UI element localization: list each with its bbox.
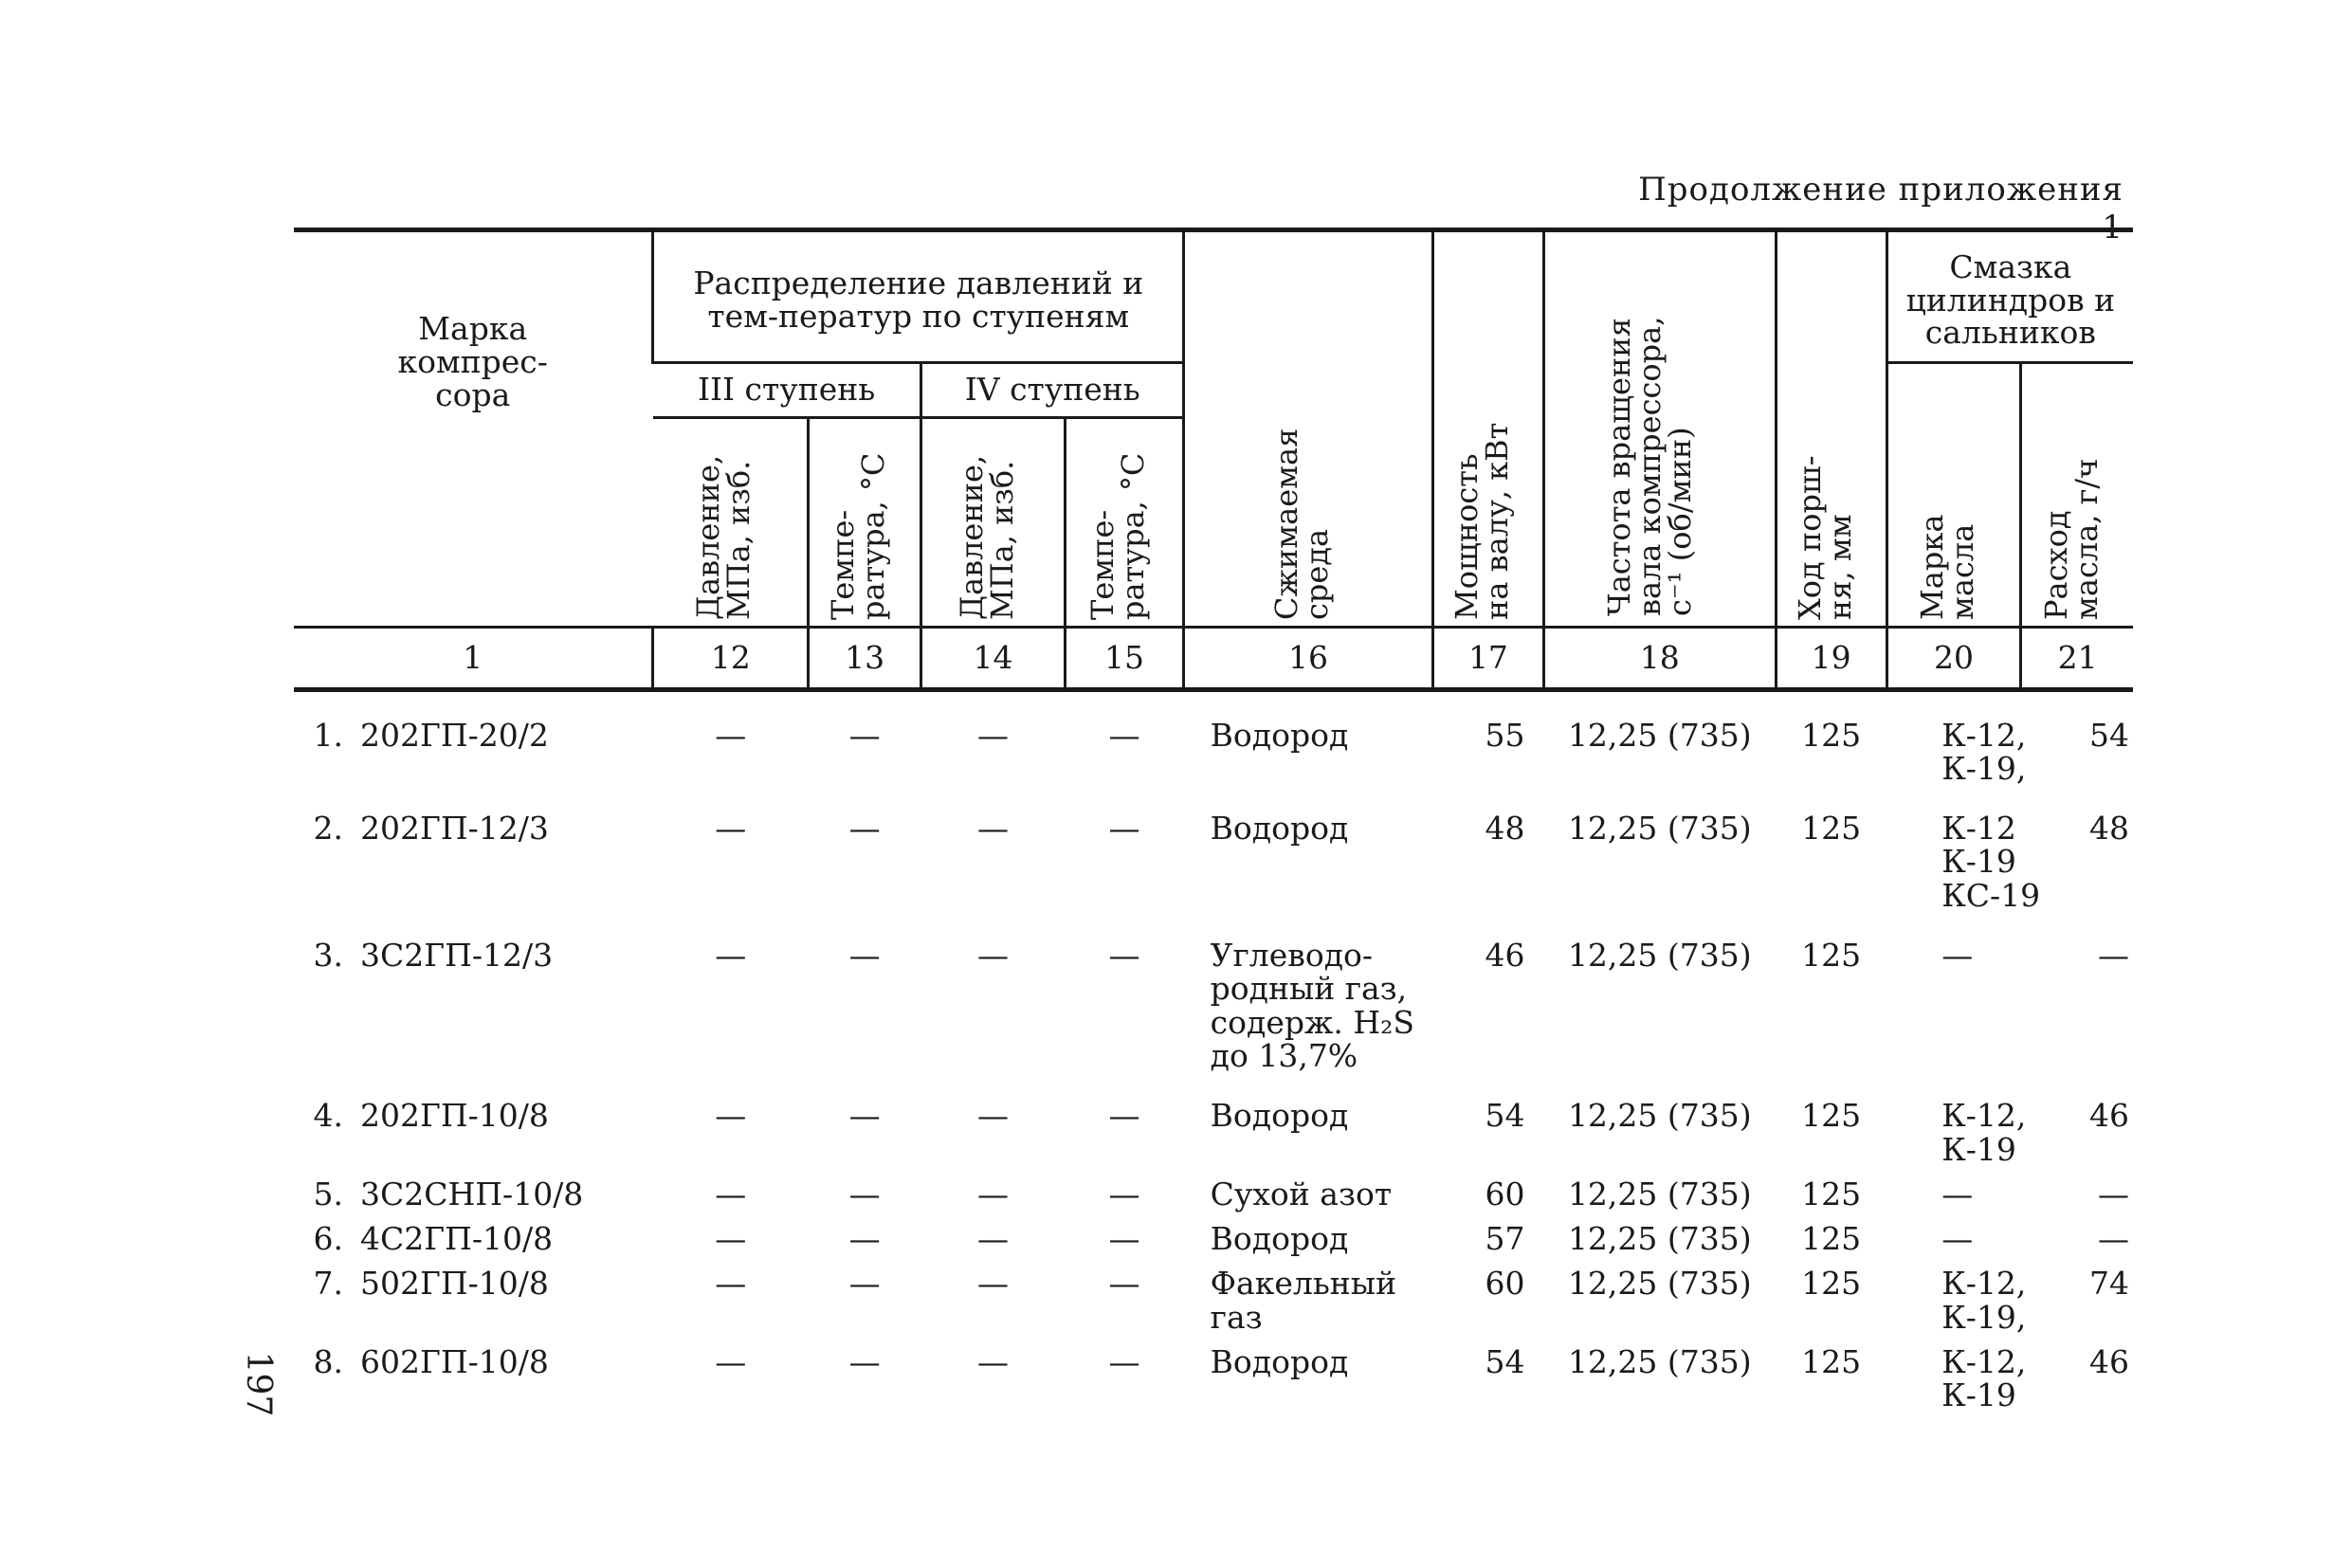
cell-pressure-4: — — [977, 716, 1010, 754]
cell-speed: 12,25 (735) — [1567, 1265, 1752, 1303]
page-number: 197 — [239, 1351, 278, 1417]
table-row — [294, 1166, 2133, 1211]
cell-speed: 12,25 (735) — [1567, 1175, 1752, 1212]
cell-oil-rate: 54 — [2089, 716, 2129, 754]
header-stage-3: III ступень — [653, 362, 921, 417]
cell-temp-3: — — [848, 1220, 881, 1258]
cell-stroke: 125 — [1801, 1175, 1862, 1212]
cell-medium: Водород — [1210, 810, 1349, 848]
table-row — [294, 689, 2133, 785]
cell-pressure-4: — — [977, 1343, 1010, 1381]
cell-stroke: 125 — [1801, 1265, 1862, 1303]
header-speed: Частота вращения вала компрессора, с⁻¹ (об/мин) — [1544, 230, 1777, 628]
cell-brand — [294, 1211, 653, 1258]
column-number: 21 — [2021, 627, 2133, 689]
header-lubrication: Смазка цилиндров и сальников — [1886, 230, 2133, 363]
cell-oil-brand: К-12, К-19, — [1941, 716, 2027, 787]
cell-temp-3: — — [848, 1097, 881, 1135]
cell-medium: Углеводо- родный газ, содерж. H₂S до 13,7% — [1210, 937, 1414, 1074]
cell-temp-4: — — [1108, 1220, 1140, 1258]
cell-speed: 12,25 (735) — [1567, 716, 1752, 754]
column-number: 16 — [1184, 627, 1433, 689]
cell-pressure-3: — — [715, 1175, 747, 1212]
header-temp-3: Темпе-ратура, °С — [809, 417, 921, 627]
cell-brand — [294, 1166, 653, 1211]
cell-oil-rate: 46 — [2089, 1343, 2129, 1381]
compressor-table — [294, 228, 2133, 1413]
cell-temp-4: — — [1108, 937, 1140, 975]
compressor-brand: 602ГП-10/8 — [360, 1343, 549, 1381]
cell-stroke: 125 — [1801, 1220, 1862, 1258]
table-row — [294, 912, 2133, 1072]
cell-oil-brand: — — [1941, 937, 1974, 975]
cell-pressure-3: — — [715, 1265, 747, 1303]
compressor-brand: 3С2ГП-12/3 — [360, 937, 554, 975]
row-index: 2. — [313, 810, 343, 848]
column-number: 12 — [653, 627, 809, 689]
header-pressure-4: Давление, МПа, изб. — [921, 417, 1066, 627]
cell-speed: 12,25 (735) — [1567, 1220, 1752, 1258]
compressor-brand: 502ГП-10/8 — [360, 1265, 549, 1303]
row-index: 5. — [313, 1175, 343, 1212]
cell-brand — [294, 1334, 653, 1413]
header-distribution: Распределение давлений и тем-ператур по ступеням — [653, 230, 1184, 363]
cell-temp-3: — — [848, 1175, 881, 1212]
cell-oil-rate: — — [2098, 1220, 2129, 1258]
cell-pressure-4: — — [977, 937, 1010, 975]
row-index: 3. — [313, 937, 343, 975]
table-row — [294, 1255, 2133, 1334]
cell-stroke: 125 — [1801, 1097, 1862, 1135]
header-oil-rate: Расход масла, г/ч — [2021, 362, 2133, 627]
column-number: 18 — [1544, 627, 1777, 689]
header-oil-brand: Марка масла — [1886, 362, 2020, 627]
cell-pressure-3: — — [715, 1220, 747, 1258]
column-number: 20 — [1886, 627, 2020, 689]
cell-pressure-3: — — [715, 1343, 747, 1381]
cell-oil-rate: 74 — [2089, 1265, 2129, 1303]
row-index: 8. — [313, 1343, 343, 1381]
cell-stroke: 125 — [1801, 937, 1862, 975]
cell-power: 48 — [1485, 810, 1525, 848]
cell-temp-4: — — [1108, 1097, 1140, 1135]
compressor-brand: 202ГП-12/3 — [360, 810, 549, 848]
cell-temp-3: — — [848, 810, 881, 848]
cell-oil-rate: — — [2098, 1175, 2129, 1212]
cell-stroke: 125 — [1801, 1343, 1862, 1381]
column-number: 14 — [921, 627, 1066, 689]
row-index: 1. — [313, 716, 343, 754]
cell-power: 60 — [1485, 1265, 1525, 1303]
table-row — [294, 785, 2133, 912]
compressor-brand: 202ГП-20/2 — [360, 716, 549, 754]
cell-power: 46 — [1485, 937, 1525, 975]
cell-medium: Водород — [1210, 1343, 1349, 1381]
column-number: 19 — [1776, 627, 1886, 689]
column-number: 1 — [294, 627, 653, 689]
cell-pressure-3: — — [715, 937, 747, 975]
cell-medium: Водород — [1210, 1097, 1349, 1135]
cell-brand — [294, 689, 653, 785]
cell-stroke: 125 — [1801, 810, 1862, 848]
cell-oil-brand: К-12 К-19 КС-19 — [1941, 810, 2041, 914]
cell-medium: Водород — [1210, 1220, 1349, 1258]
cell-temp-4: — — [1108, 716, 1140, 754]
header-pressure-3: Давление, МПа, изб. — [689, 454, 756, 620]
column-numbers-row — [294, 627, 2133, 689]
cell-oil-brand: — — [1941, 1175, 1974, 1212]
header-brand: Марка компрес-сора — [294, 230, 653, 628]
row-index: 4. — [313, 1097, 343, 1135]
table-row — [294, 1211, 2133, 1255]
cell-pressure-4: — — [977, 1097, 1010, 1135]
cell-power: 55 — [1485, 716, 1525, 754]
cell-temp-3: — — [848, 1265, 881, 1303]
cell-temp-4: — — [1108, 1343, 1140, 1381]
cell-brand — [294, 785, 653, 912]
header-power: Мощность на валу, кВт — [1432, 230, 1543, 628]
cell-pressure-4: — — [977, 1175, 1010, 1212]
cell-power: 54 — [1485, 1343, 1525, 1381]
cell-brand — [294, 1255, 653, 1334]
cell-temp-4: — — [1108, 810, 1140, 848]
cell-medium: Сухой азот — [1210, 1175, 1393, 1212]
cell-oil-brand: К-12, К-19, — [1941, 1265, 2027, 1336]
row-index: 7. — [313, 1265, 343, 1303]
cell-power: 60 — [1485, 1175, 1525, 1212]
cell-pressure-4: — — [977, 810, 1010, 848]
cell-oil-brand: К-12, К-19 — [1941, 1097, 2027, 1168]
table-caption: Продолжение приложения 1 — [1638, 171, 2123, 246]
cell-speed: 12,25 (735) — [1567, 1097, 1752, 1135]
cell-pressure-3: — — [715, 810, 747, 848]
header-stage-4: IV ступень — [921, 362, 1184, 417]
cell-medium: Водород — [1210, 716, 1349, 754]
cell-medium: Факельный газ — [1210, 1265, 1397, 1336]
compressor-brand: 3С2СНП-10/8 — [360, 1175, 584, 1212]
cell-temp-3: — — [848, 937, 881, 975]
column-number: 17 — [1432, 627, 1543, 689]
cell-stroke: 125 — [1801, 716, 1862, 754]
cell-brand — [294, 1072, 653, 1166]
cell-pressure-4: — — [977, 1265, 1010, 1303]
cell-speed: 12,25 (735) — [1567, 1343, 1752, 1381]
cell-temp-3: — — [848, 716, 881, 754]
header-temp-4: Темпе-ратура, °С — [1065, 417, 1183, 627]
cell-power: 54 — [1485, 1097, 1525, 1135]
cell-oil-rate: — — [2098, 937, 2129, 975]
row-index: 6. — [313, 1220, 343, 1258]
table-body — [294, 689, 2133, 1413]
table-row — [294, 1072, 2133, 1166]
cell-oil-brand: К-12, К-19 — [1941, 1343, 2027, 1414]
cell-pressure-4: — — [977, 1220, 1010, 1258]
column-number: 15 — [1065, 627, 1183, 689]
cell-speed: 12,25 (735) — [1567, 937, 1752, 975]
cell-speed: 12,25 (735) — [1567, 810, 1752, 848]
cell-pressure-3: — — [715, 1097, 747, 1135]
cell-temp-4: — — [1108, 1175, 1140, 1212]
compressor-brand: 4С2ГП-10/8 — [360, 1220, 554, 1258]
cell-temp-4: — — [1108, 1265, 1140, 1303]
cell-oil-rate: 48 — [2089, 810, 2129, 848]
cell-oil-brand: — — [1941, 1220, 1974, 1258]
header-stroke: Ход порш-ня, мм — [1776, 230, 1886, 628]
cell-pressure-3: — — [715, 716, 747, 754]
cell-temp-3: — — [848, 1343, 881, 1381]
table-row — [294, 1334, 2133, 1413]
compressor-brand: 202ГП-10/8 — [360, 1097, 549, 1135]
cell-brand — [294, 912, 653, 1072]
column-number: 13 — [809, 627, 921, 689]
cell-oil-rate: 46 — [2089, 1097, 2129, 1135]
cell-power: 57 — [1485, 1220, 1525, 1258]
header-medium: Сжимаемая среда — [1184, 230, 1433, 628]
